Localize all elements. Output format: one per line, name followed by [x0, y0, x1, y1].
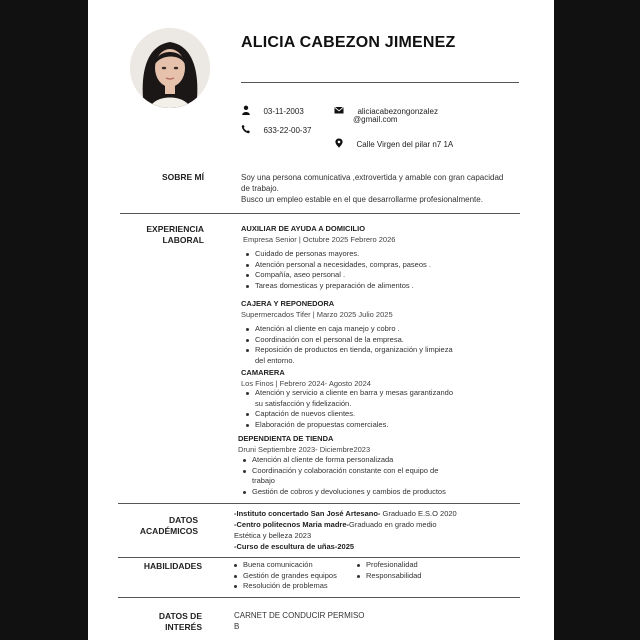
institution: -Centro politecnos Maria madre- [234, 520, 350, 529]
degree: Graduado E.S.O 2020 [380, 509, 457, 518]
about-line-1: Soy una persona comunicativa ,extrovertida y amable con gran capacidad [241, 173, 504, 182]
education-title-line-2: ACADÉMICOS [139, 526, 198, 536]
institution: -Instituto concertado San José Artesano- [234, 509, 381, 518]
job-title: CAMARERA [241, 368, 285, 377]
resume-page [88, 0, 554, 640]
about-line-3: Busco un empleo estable en el que desarrollarme profesionalmente. [241, 195, 483, 204]
list-item: Cuidado de personas mayores. [255, 249, 531, 260]
profile-photo [130, 28, 210, 108]
about-title: SOBRE MÍ [161, 172, 204, 182]
list-item: Captación de nuevos clientes. [255, 409, 531, 420]
interest-title-line-1: DATOS DE [158, 611, 202, 621]
skills-list-2 [354, 560, 421, 581]
divider-experience [118, 503, 520, 504]
address-row [334, 134, 453, 152]
list-item: Atención al cliente en caja manejo y cobro . [255, 324, 531, 335]
list-item: Reposición de productos en tienda, organización y limpieza [255, 345, 531, 356]
email-line-1: aliciacabezongonzalez [357, 107, 438, 116]
job-title: AUXILIAR DE AYUDA A DOMICILIO [241, 224, 366, 233]
mail-icon [334, 105, 344, 115]
education-entry [234, 541, 529, 552]
job-duties [243, 388, 531, 430]
education-title [140, 515, 198, 537]
person-icon [241, 105, 251, 115]
job-duties [243, 324, 531, 366]
list-item: Gestión de cobros y devoluciones y cambios de productos [252, 487, 528, 498]
list-item: Resolución de problemas [243, 581, 337, 592]
list-item: Atención al cliente de forma personalizada [252, 455, 528, 466]
job-4 [238, 434, 528, 497]
list-item: Buena comunicación [243, 560, 337, 571]
divider-about [120, 213, 520, 214]
education-entry [234, 530, 529, 541]
job-1 [241, 224, 531, 291]
address: Calle Virgen del pilar n7 1A [356, 140, 454, 149]
list-item: Atención y servicio a cliente en barra y mesas garantizando [255, 388, 531, 399]
skills-list-1 [231, 560, 337, 592]
job-title: CAJERA Y REPONEDORA [241, 299, 335, 308]
institution: -Curso de escultura de uñas-2025 [234, 542, 355, 551]
job-company-dates: Los Finos | Febrero 2024- Agosto 2024 [241, 379, 371, 388]
phone-icon [241, 124, 251, 134]
interest-line-2: B [234, 622, 240, 631]
interest-text [234, 610, 365, 632]
list-item: Atención personal a necesidades, compras, paseos . [255, 260, 531, 271]
location-pin-icon [334, 138, 344, 148]
list-item: Coordinación con el personal de la empresa. [255, 335, 531, 346]
divider-skills [118, 597, 520, 598]
list-item: Compañía, aseo personal . [255, 270, 531, 281]
interest-title-line-2: INTERÉS [165, 622, 202, 632]
job-2 [241, 299, 531, 366]
experience-title-line-2: LABORAL [162, 235, 204, 245]
list-item: Responsabilidad [366, 570, 422, 580]
skills-title: HABILIDADES [143, 561, 202, 571]
experience-title [146, 224, 204, 246]
list-item: Profesionalidad [366, 560, 421, 571]
birthdate: 03-11-2003 [263, 107, 304, 116]
about-line-2: de trabajo. [241, 184, 279, 193]
list-item-continuation: del entorno. [255, 355, 295, 365]
list-item: Gestión de grandes equipos [243, 570, 337, 580]
phone-number: 633-22-00-37 [263, 126, 312, 135]
list-item: Tareas domesticas y preparación de alimentos . [255, 281, 531, 292]
job-duties [240, 455, 528, 497]
job-company-dates: Supermercados Tifer | Marzo 2025 Julio 2025 [241, 310, 393, 319]
experience-title-line-1: EXPERIENCIA [146, 224, 204, 234]
education-entry [234, 519, 529, 530]
job-3 [241, 368, 531, 430]
education-list [234, 508, 529, 552]
email-line-2: @gmail.com [353, 115, 398, 124]
divider-education [118, 557, 520, 558]
interest-title [159, 611, 202, 633]
about-text [241, 172, 526, 205]
education-title-line-1: DATOS [169, 515, 198, 525]
education-entry [234, 508, 529, 519]
interest-line-1: CARNET DE CONDUCIR PERMISO [234, 611, 365, 620]
header-divider [241, 82, 519, 83]
phone-row [241, 120, 312, 138]
job-duties [243, 249, 531, 291]
degree: Estética y belleza 2023 [234, 531, 312, 540]
degree: Graduado en grado medio [349, 520, 437, 529]
job-company-dates: Empresa Senior | Octubre 2025 Febrero 2026 [243, 235, 396, 244]
job-company-dates: Druni Septiembre 2023- Diciembre2023 [238, 445, 371, 454]
list-item: Elaboración de propuestas comerciales. [255, 420, 531, 431]
candidate-name: ALICIA CABEZON JIMENEZ [241, 34, 456, 51]
list-item-continuation: trabajo [252, 476, 275, 485]
list-item-continuation: su satisfacción y fidelización. [255, 398, 352, 408]
birthdate-row [241, 101, 304, 119]
job-title: DEPENDIENTA DE TIENDA [238, 434, 334, 443]
list-item: Coordinación y colaboración constante con el equipo de [252, 466, 528, 477]
